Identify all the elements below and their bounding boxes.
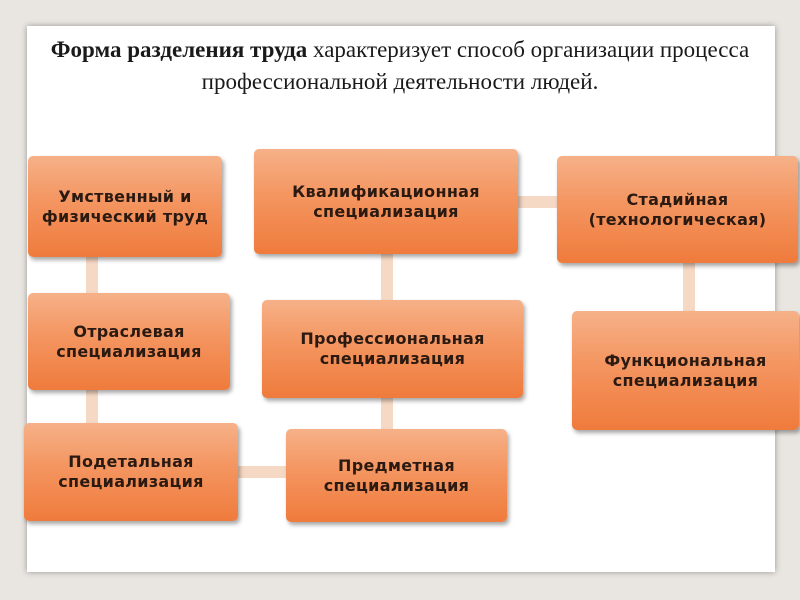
node-subject-specialization: Предметная специализация [286, 429, 507, 522]
node-detail-specialization: Подетальная специализация [24, 423, 238, 521]
title-bold: Форма разделения труда [50, 37, 308, 62]
connector-sectoral-detail [86, 388, 98, 424]
connector-qualification-stage [514, 196, 558, 208]
node-mental-physical-labor: Умственный и физический труд [28, 156, 222, 257]
node-professional-specialization: Профессиональная специализация [262, 300, 523, 398]
connector-professional-subject [381, 397, 393, 431]
node-functional-specialization: Функциональная специализация [572, 311, 799, 430]
connector-qualification-professional [381, 252, 393, 302]
node-qualification-specialization: Квалификационная специализация [254, 149, 518, 254]
node-sectoral-specialization: Отраслевая специализация [28, 293, 230, 390]
connector-stage-functional [683, 262, 695, 312]
title-rest: характеризует способ организации процесса профессиональной деятельности людей. [201, 37, 750, 94]
connector-detail-subject [236, 466, 288, 478]
slide-title [50, 34, 750, 98]
connector-mental-sectoral [86, 255, 98, 295]
node-stage-specialization: Стадийная (технологическая) [557, 156, 798, 263]
